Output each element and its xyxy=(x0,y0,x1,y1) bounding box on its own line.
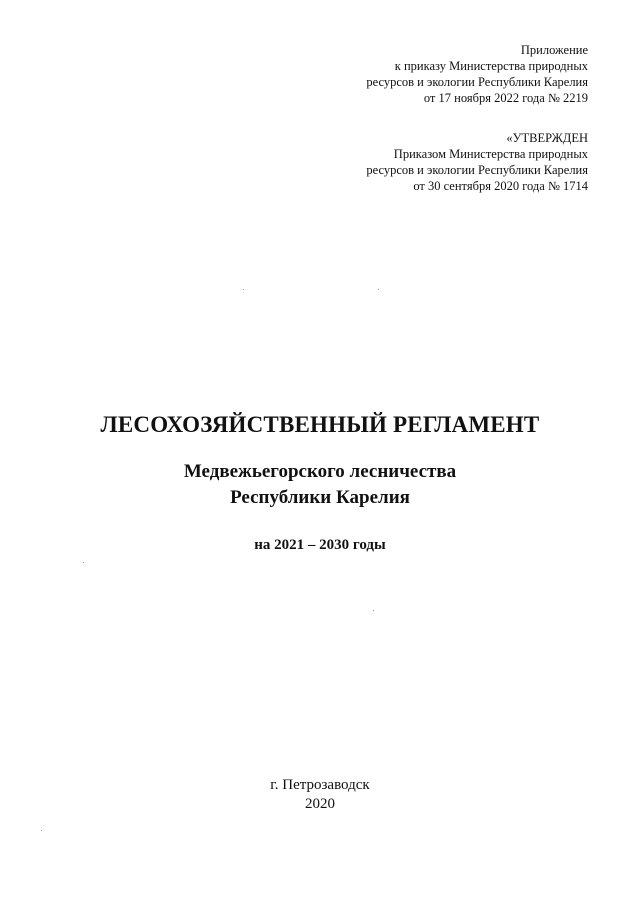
scan-speck xyxy=(243,289,244,290)
subtitle-line-2: Республики Карелия xyxy=(230,487,410,508)
scan-speck xyxy=(41,830,42,831)
document-footer xyxy=(0,776,640,814)
approval-line-3: ресурсов и экологии Республики Карелия xyxy=(366,163,588,177)
approval-line-1: «УТВЕРЖДЕН xyxy=(506,131,588,145)
appendix-line-2: к приказу Министерства природных xyxy=(394,59,588,73)
document-title: ЛЕСОХОЗЯЙСТВЕННЫЙ РЕГЛАМЕНТ xyxy=(100,412,540,437)
approval-line-4: от 30 сентября 2020 года № 1714 xyxy=(413,179,588,193)
footer-city: г. Петрозаводск xyxy=(270,777,370,793)
scan-speck xyxy=(378,289,379,290)
scan-speck xyxy=(373,610,374,611)
document-period: на 2021 – 2030 годы xyxy=(254,537,386,553)
appendix-block xyxy=(366,42,588,106)
approval-line-2: Приказом Министерства природных xyxy=(393,147,588,161)
appendix-line-3: ресурсов и экологии Республики Карелия xyxy=(366,75,588,89)
appendix-line-4: от 17 ноября 2022 года № 2219 xyxy=(423,91,588,105)
document-subtitle xyxy=(0,459,640,511)
footer-year: 2020 xyxy=(305,796,335,812)
approval-block xyxy=(366,130,588,194)
scan-speck xyxy=(83,562,84,563)
appendix-line-1: Приложение xyxy=(520,43,588,57)
subtitle-line-1: Медвежьегорского лесничества xyxy=(183,461,457,482)
